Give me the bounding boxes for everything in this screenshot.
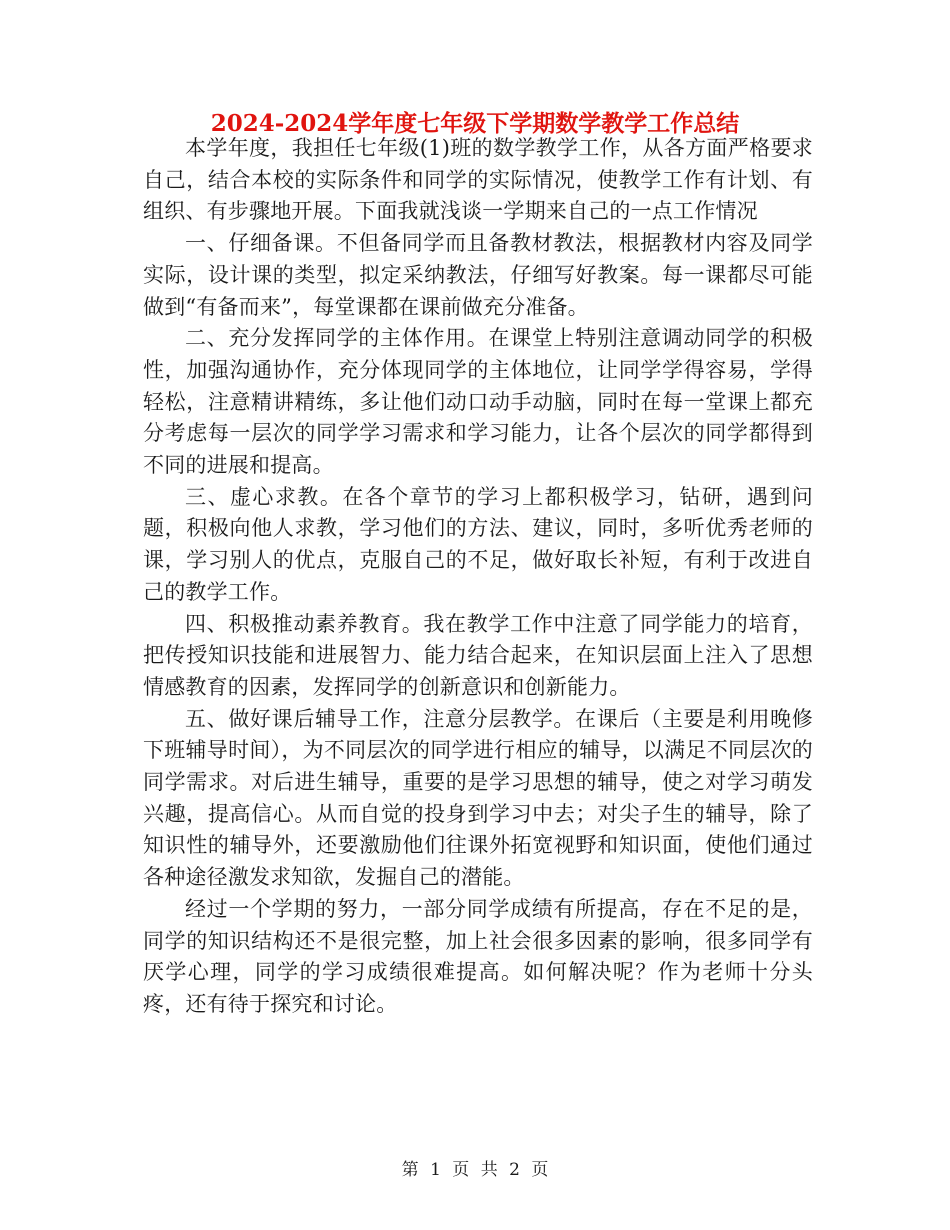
page-number-footer: 第 1 页 共 2 页 [401, 1160, 549, 1180]
document-body [143, 133, 813, 1021]
section-student-role-paragraph: 二、充分发挥同学的主体作用。在课堂上特别注意调动同学的积极性，加强沟通协作，充分体现同学的主体地位，让同学学得容易，学得轻松，注意精讲精练，多让他们动口动手动脑，同时在每一堂课上都充分考虑每一层次的同学学习需求和学习能力，让各个层次的同学都得到不同的进展和提高。 [143, 326, 813, 478]
section-tutoring-paragraph: 五、做好课后辅导工作，注意分层教学。在课后（主要是利用晚修下班辅导时间），为不同层次的同学进行相应的辅导，以满足不同层次的同学需求。对后进生辅导，重要的是学习思想的辅导，使之对学习萌发兴趣，提高信心。从而自觉的投身到学习中去；对尖子生的辅导，除了知识性的辅导外，还要激励他们往课外拓宽视野和知识面，使他们通过各种途径激发求知欲，发掘自己的潜能。 [143, 706, 813, 890]
conclusion-paragraph: 经过一个学期的努力，一部分同学成绩有所提高，存在不足的是，同学的知识结构还不是很完整，加上社会很多因素的影响，很多同学有厌学心理，同学的学习成绩很难提高。如何解决呢？作为老师十分头疼，还有待于探究和讨论。 [143, 896, 813, 1016]
section-learning-paragraph: 三、虚心求教。在各个章节的学习上都积极学习，钻研，遇到问题，积极向他人求教，学习他们的方法、建议，同时，多听优秀老师的课，学习别人的优点，克服自己的不足，做好取长补短，有利于改进自己的教学工作。 [143, 484, 813, 604]
document-title: 2024-2024学年度七年级下学期数学教学工作总结 [210, 110, 740, 137]
section-preparation-paragraph: 一、仔细备课。不但备同学而且备教材教法，根据教材内容及同学实际，设计课的类型，拟定采纳教法，仔细写好教案。每一课都尽可能做到“有备而来”，每堂课都在课前做充分准备。 [143, 231, 813, 319]
section-quality-education-paragraph: 四、积极推动素养教育。我在教学工作中注意了同学能力的培育，把传授知识技能和进展智力、能力结合起来，在知识层面上注入了思想情感教育的因素，发挥同学的创新意识和创新能力。 [143, 611, 813, 699]
intro-paragraph: 本学年度，我担任七年级(1)班的数学教学工作，从各方面严格要求自己，结合本校的实际条件和同学的实际情况，使教学工作有计划、有组织、有步骤地开展。下面我就浅谈一学期来自己的一点工作情况 [143, 136, 813, 224]
